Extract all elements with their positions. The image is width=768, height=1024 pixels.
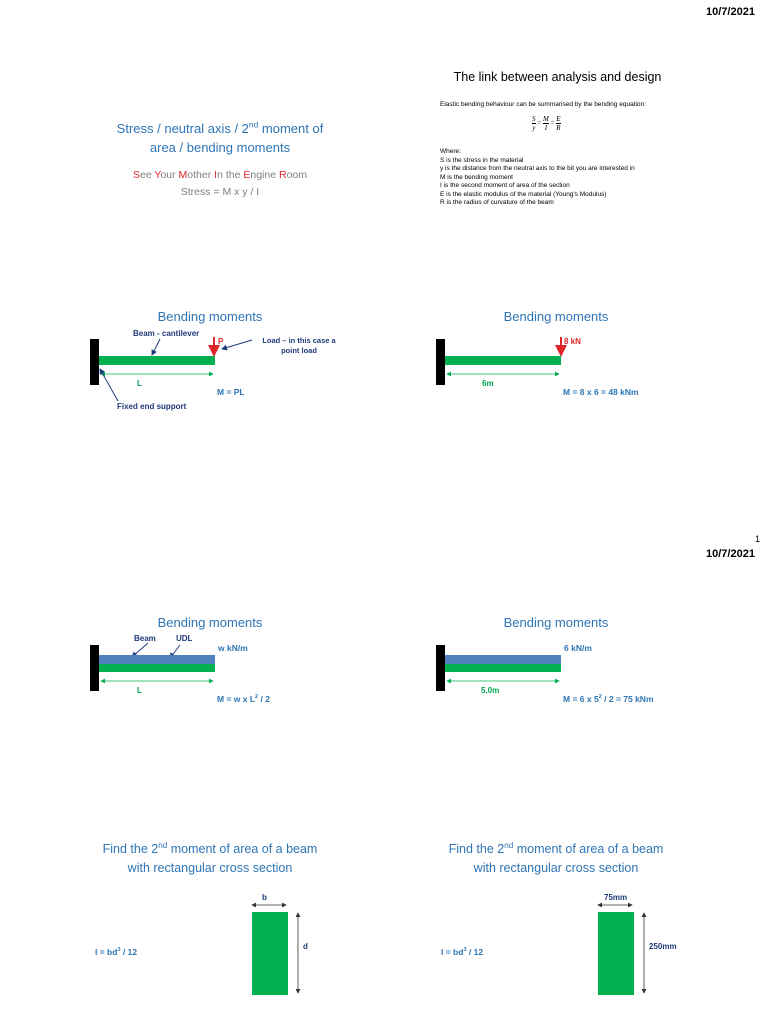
beam-label: Beam [134, 634, 156, 643]
cantilever-beam [99, 664, 215, 672]
slide-title: Bending moments [157, 309, 263, 324]
udl-label: UDL [176, 634, 193, 643]
support-label: Fixed end support [117, 402, 187, 411]
moment-formula: M = PL [217, 387, 245, 397]
mnemonic-initial: R [278, 169, 287, 181]
mnemonic-word: our [160, 169, 179, 181]
stress-formula: Stress = M x y / I [180, 186, 260, 198]
beam-cross-section [252, 912, 288, 995]
definition-item: R is the radius of curvature of the beam [440, 199, 554, 206]
slide-title: Find the 2nd moment of area of a beam with rectangular cross section [102, 840, 318, 875]
span-value: 5.0m [481, 686, 500, 695]
cantilever-beam [445, 356, 561, 365]
mnemonic-word: other [187, 169, 215, 181]
definitions-list: Where: S is the stress in the material y is the distance from the neutral axis to the bit you are interested in M is the bending moment I is the second moment of area of the section E is the elastic modulus of the material (Young's Modulus) R is the radius of curvature of the beam [440, 148, 680, 208]
definition-item: M is the bending moment [440, 173, 513, 181]
span-label: L [137, 686, 142, 695]
udl-value: w kN/m [218, 643, 248, 653]
mnemonic-initial: E [243, 169, 251, 181]
udl-load-block [445, 655, 561, 664]
depth-label: 250mm [649, 942, 677, 951]
fixed-support-wall [436, 645, 445, 691]
page-number: 1 [755, 534, 761, 544]
slide-title: Stress / neutral axis / 2nd moment of area / bending moments [116, 119, 324, 155]
slide-title: Bending moments [503, 615, 609, 630]
slide-title: The link between analysis and design [453, 70, 662, 84]
mnemonic-word: oom [286, 169, 308, 181]
load-label: Load – in this case a point load [262, 336, 336, 355]
definition-item: E is the elastic modulus of the material (Young's Modulus) [440, 190, 607, 198]
cantilever-beam [445, 664, 561, 672]
bending-equation: $\frac{S}{y}$ = $\frac{M}{I}$ = $\frac{E}{R}$ [532, 115, 561, 132]
beam-pointer [152, 339, 160, 355]
moment-formula: M = 6 x $5^2 / 2 = 75$ kNm [563, 694, 654, 704]
mnemonic-initial: Y [154, 169, 161, 181]
slide-title: Bending moments [503, 309, 609, 324]
depth-label: d [303, 942, 308, 951]
load-symbol: P [218, 337, 224, 346]
slide-title: Find the 2nd moment of area of a beam with rectangular cross section [448, 840, 664, 875]
load-pointer [222, 340, 252, 349]
definition-item: I is the second moment of area of the section [440, 182, 570, 189]
width-label: 75mm [604, 893, 628, 902]
fixed-support-wall [436, 339, 445, 385]
beam-label: Beam - cantilever [133, 329, 200, 338]
beam-cross-section [598, 912, 634, 995]
load-value: 8 kN [564, 337, 581, 346]
inertia-formula: $I = bd^3 / 12$ [95, 947, 138, 957]
page-date: 10/7/2021 [706, 6, 755, 18]
mnemonic-word: ee [139, 169, 155, 181]
width-label: b [262, 893, 267, 902]
inertia-formula: $I = bd^3 / 12$ [441, 947, 484, 957]
intro-text: Elastic bending behaviour can be summarised by the bending equation: [440, 101, 646, 108]
span-label: L [137, 379, 142, 388]
slide-title: Bending moments [157, 615, 263, 630]
page-date: 10/7/2021 [706, 548, 755, 560]
moment-formula: M = 8 x 6 = 48 kNm [563, 387, 639, 397]
definition-item: S is the stress in the material [440, 156, 524, 164]
definition-item: y is the distance from the neutral axis to the bit you are interested in [440, 165, 635, 172]
span-value: 6m [482, 379, 494, 388]
mnemonic-initial: I [214, 169, 218, 181]
mnemonic-word: n the [217, 169, 244, 181]
mnemonic-initial: M [178, 169, 188, 181]
mnemonic-initial: S [132, 169, 140, 181]
mnemonic-word: ngine [250, 169, 279, 181]
udl-value: 6 kN/m [564, 643, 592, 653]
moment-formula: M = w x $L^2 / 2$ [217, 694, 270, 704]
fixed-support-wall [90, 645, 99, 691]
udl-load-block [99, 655, 215, 664]
